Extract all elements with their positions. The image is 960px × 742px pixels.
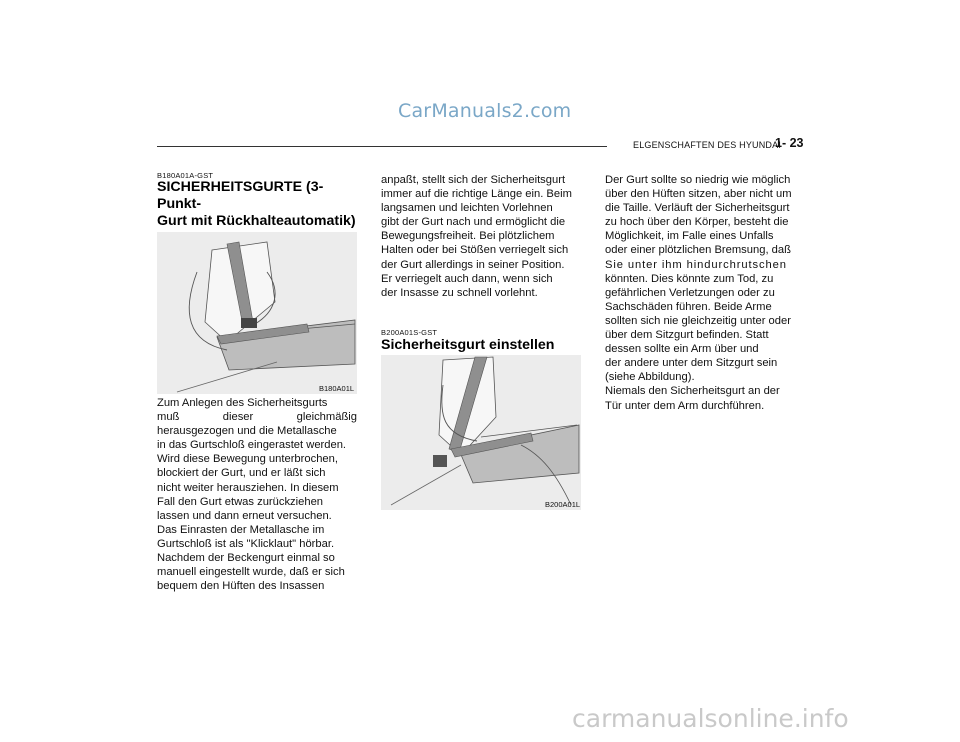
text-line: Möglichkeit, im Falle eines Unfalls (605, 230, 774, 243)
header-rule (157, 146, 607, 147)
heading-line: SICHERHEITSGURTE (3-Punkt- (157, 179, 324, 212)
figure-fastening-belt (157, 232, 357, 394)
text-line: gibt der Gurt nach und ermöglicht die (381, 216, 566, 229)
section-code-middle: B200A01S-GST (381, 328, 438, 337)
section-code-left: B180A01A-GST (157, 171, 214, 180)
text-line: Niemals den Sicherheitsgurt an der (605, 385, 780, 398)
text-line: könnten. Dies könnte zum Tod, zu (605, 272, 774, 285)
watermark-carmanuals: CarManuals2.com (398, 100, 572, 122)
text-line: die Taille. Verläuft der Sicherheitsgurt (605, 202, 790, 215)
text-line: Fall den Gurt etwas zurückziehen (157, 495, 324, 508)
text-line: zu hoch über den Körper, besteht die (605, 216, 789, 229)
text-line: (siehe Abbildung). (605, 371, 695, 384)
text-line: Zum Anlegen des Sicherheitsgurts (157, 397, 328, 409)
page-number: 1- 23 (775, 136, 804, 150)
text-line: anpaßt, stellt sich der Sicherheitsgurt (381, 174, 566, 186)
watermark-carmanualsonline: carmanualsonline.info (572, 704, 849, 733)
figure-code-middle: B200A01L (545, 500, 581, 509)
text-line: Sie unter ihm hindurchrutschen (605, 258, 787, 271)
text-line: muß dieser gleichmäßig (157, 411, 357, 424)
header-section-title: ELGENSCHAFTEN DES HYUNDAI (633, 140, 782, 150)
text-line: in das Gurtschloß eingerastet werden. (157, 439, 347, 452)
text-line: über den Hüften sitzen, aber nicht um (605, 188, 792, 201)
text-line: manuell eingestellt wurde, daß er sich (157, 566, 345, 579)
text-line: gefährlichen Verletzungen oder zu (605, 286, 775, 299)
heading-line: Gurt mit Rückhalteautomatik) (157, 213, 356, 229)
text-line: Das Einrasten der Metallasche im (157, 523, 325, 536)
text-line: bequem den Hüften des Insassen (157, 580, 325, 593)
section-heading-sub: Sicherheitsgurt einstellen (381, 337, 555, 353)
text-line: Tür unter dem Arm durchführen. (605, 399, 765, 412)
body-text-middle (381, 173, 581, 300)
text-line: über dem Sitzgurt befinden. Statt (605, 329, 769, 342)
text-line: Wird diese Bewegung unterbrochen, (157, 453, 338, 466)
text-line: der andere unter dem Sitzgurt sein (605, 357, 778, 370)
text-line: oder einer plötzlichen Bremsung, daß (605, 244, 791, 257)
text-line: Er verriegelt auch dann, wenn sich (381, 272, 553, 285)
figure-code-left: B180A01L (319, 384, 355, 393)
body-text-right (605, 173, 805, 413)
text-line: nicht weiter herausziehen. In diesem (157, 481, 339, 494)
text-line: Halten oder bei Stößen verriegelt sich (381, 244, 569, 257)
text-line: dessen sollte ein Arm über und (605, 343, 759, 356)
text-line: Nachdem der Beckengurt einmal so (157, 552, 335, 565)
text-line: blockiert der Gurt, und er läßt sich (157, 467, 326, 480)
text-line: immer auf die richtige Länge ein. Beim (381, 188, 572, 201)
seatbelt-adjusting-illustration (381, 355, 581, 510)
text-line: Bewegungsfreiheit. Bei plötzlichem (381, 230, 555, 243)
figure-adjusting-belt (381, 355, 581, 510)
text-line: Gurtschloß ist als "Klicklaut" hörbar. (157, 537, 335, 550)
text-line: Der Gurt sollte so niedrig wie möglich (605, 174, 791, 186)
text-line: sollten sich nie gleichzeitig unter oder (605, 314, 791, 327)
text-line: herausgezogen und die Metallasche (157, 425, 337, 438)
body-text-left (157, 396, 357, 593)
seatbelt-fastening-illustration (157, 232, 357, 394)
text-line: der Insasse zu schnell vorlehnt. (381, 286, 538, 299)
text-line: der Gurt allerdings in seiner Position. (381, 258, 565, 271)
text-line: lassen und dann erneut versuchen. (157, 509, 332, 522)
text-line: Sachschäden führen. Beide Arme (605, 300, 772, 313)
text-line: langsamen und leichten Vorlehnen (381, 202, 553, 215)
